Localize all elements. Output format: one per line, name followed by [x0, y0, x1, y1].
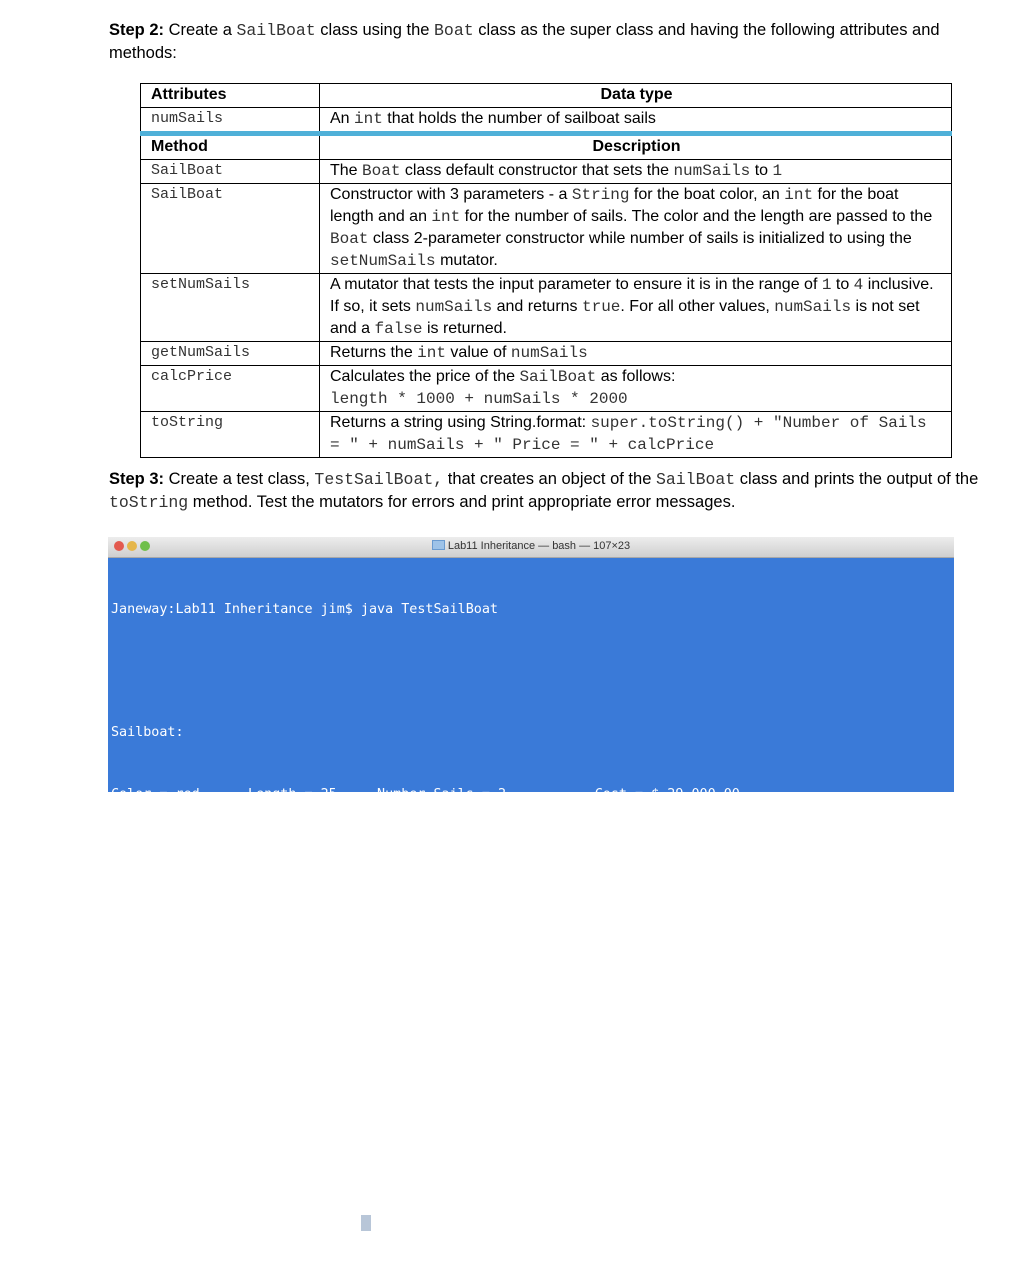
method-description: A mutator that tests the input parameter to ensure it is in the range of 1 to 4 inclusive. If so, it sets numSails and returns true. For all other values, numSails is not set and a false is returned. — [320, 274, 952, 342]
terminal-cursor — [361, 1215, 371, 1231]
terminal-title: Lab11 Inheritance — bash — 107×23 — [108, 540, 954, 552]
terminal-line: Changing Sailboat's color to purple. — [111, 909, 402, 925]
terminal-line — [111, 662, 954, 683]
method-description: Calculates the price of the SailBoat as follows: length * 1000 + numSails * 2000 — [320, 366, 952, 412]
terminal-line: Sailboat: — [111, 725, 184, 740]
attributes-header-row — [141, 84, 952, 108]
method-name: toString — [141, 412, 320, 458]
step-2-text: Create a — [164, 21, 237, 39]
terminal-output[interactable] — [108, 558, 954, 1277]
code-tostring: toString — [109, 493, 189, 512]
code-sailboat: SailBoat — [236, 21, 316, 40]
method-header-row — [141, 134, 952, 160]
terminal-line: Changing Sailboat's length to 55. — [111, 1094, 378, 1109]
step-2-text: class using the — [315, 21, 435, 39]
terminal-line: Error: Boats can only be white, red, blue, or yellow. — [111, 971, 539, 986]
method-name: SailBoat — [141, 184, 320, 274]
terminal-line — [111, 1031, 954, 1052]
attribute-name: numSails — [141, 108, 320, 134]
method-description: Returns the int value of numSails — [320, 342, 952, 366]
terminal-prompt-line — [111, 1215, 954, 1236]
attribute-row — [141, 108, 952, 134]
code-boat: Boat — [434, 21, 474, 40]
method-name: SailBoat — [141, 160, 320, 184]
step-3-paragraph — [109, 468, 989, 514]
step-2-label: Step 2: — [109, 21, 165, 39]
folder-icon — [432, 540, 445, 550]
terminal-titlebar — [108, 537, 954, 558]
terminal-line — [111, 846, 954, 867]
method-name: getNumSails — [141, 342, 320, 366]
method-name: calcPrice — [141, 366, 320, 412]
code-testsailboat: TestSailBoat, — [314, 470, 444, 489]
step-3-text: Create a test class, — [164, 470, 315, 488]
terminal-line: Color = red Length = 25 Number Sails = 2 Cost = $ 29,000.00 — [111, 786, 740, 802]
step-3-text: method. Test the mutators for errors and print appropriate error messages. — [188, 493, 736, 511]
method-header: Method — [141, 134, 320, 160]
terminal-line: Janeway:Lab11 Inheritance jim$ java TestSailBoat — [111, 602, 498, 617]
description-header: Description — [320, 134, 952, 160]
method-description: Returns a string using String.format: super.toString() + "Number of Sails = " + numSails + " Price = " + calcPrice — [320, 412, 952, 458]
attribute-type: An int that holds the number of sailboat sails — [320, 108, 952, 134]
terminal-line: Error: Sail Boats can only be between 20 and 50 feet, inclusively. — [111, 1155, 644, 1171]
attributes-header: Attributes — [141, 84, 320, 108]
step-3-text: that creates an object of the — [443, 470, 656, 488]
method-name: setNumSails — [141, 274, 320, 342]
calc-price-formula: length * 1000 + numSails * 2000 — [330, 390, 628, 408]
step-2-text: class as the super class and having the following attributes and methods: — [109, 21, 940, 62]
step-3-label: Step 3: — [109, 470, 165, 488]
terminal-prompt: Janeway:Lab11 Inheritance jim$ — [111, 1217, 361, 1232]
method-row — [141, 366, 952, 412]
method-description: Constructor with 3 parameters - a String for the boat color, an int for the boat length and an int for the number of sails. The color and the length are passed to the Boat class 2-parameter constructor while number of sails is initialized to using the setNumSails mutator. — [320, 184, 952, 274]
step-3-text: class and prints the output of the — [735, 470, 979, 488]
tostring-format-code: super.toString() + "Number of Sails = " + numSails + " Price = " + calcPrice — [330, 414, 927, 454]
method-row — [141, 342, 952, 366]
method-row — [141, 412, 952, 458]
method-row — [141, 160, 952, 184]
spec-table — [140, 83, 952, 458]
method-row — [141, 274, 952, 342]
code-sailboat: SailBoat — [655, 470, 736, 489]
method-row — [141, 184, 952, 274]
method-description: The Boat class default constructor that sets the numSails to 1 — [320, 160, 952, 184]
step-2-paragraph — [109, 19, 989, 64]
terminal-window — [108, 537, 954, 1232]
data-type-header: Data type — [320, 84, 952, 108]
